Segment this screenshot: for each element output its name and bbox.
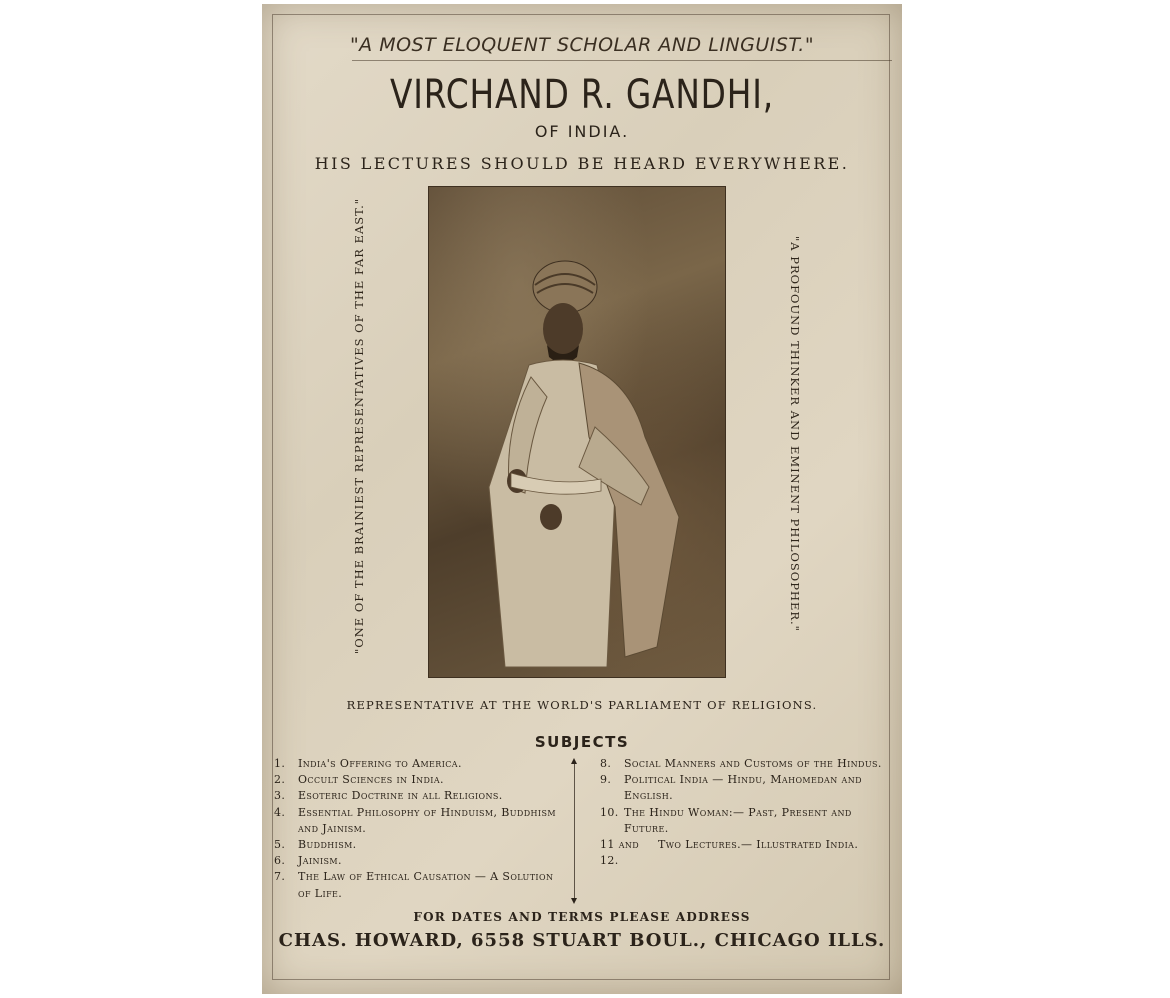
headline: HIS LECTURES SHOULD BE HEARD EVERYWHERE. <box>314 154 850 173</box>
lecturer-name: VIRCHAND R. GANDHI, <box>390 72 774 118</box>
list-item: 6. Jainism. <box>274 854 342 868</box>
list-item: 10. The Hindu Woman:— Past, Present and Future. <box>600 805 852 835</box>
list-item: 8. Social Manners and Customs of the Hindus. <box>600 757 882 770</box>
double-arrow-divider <box>574 760 575 902</box>
divider-rule <box>352 60 892 61</box>
poster-page <box>262 4 902 994</box>
subjects-list-right <box>600 756 890 869</box>
dates-line: FOR DATES AND TERMS PLEASE ADDRESS <box>413 910 751 924</box>
list-item: 7. The Law of Ethical Causation — A Solution of Life. <box>274 870 554 900</box>
portrait-figure <box>429 187 725 677</box>
photo-caption: REPRESENTATIVE AT THE WORLD'S PARLIAMENT OF RELIGIONS. <box>346 698 818 712</box>
list-item: 4. Essential Philosophy of Hinduism, Buddhism and Jainism. <box>274 805 556 835</box>
side-quote-right: "A PROFOUND THINKER AND EMINENT PHILOSOPHER." <box>788 236 802 632</box>
subjects-list-left <box>274 756 564 902</box>
contact-address: CHAS. HOWARD, 6558 STUART BOUL., CHICAGO ILLS. <box>278 930 886 951</box>
list-item: 1. India's Offering to America. <box>274 757 462 770</box>
subjects-heading: SUBJECTS <box>534 733 630 751</box>
top-quote: "A MOST ELOQUENT SCHOLAR AND LINGUIST." <box>349 34 815 56</box>
portrait-photo <box>428 186 726 678</box>
lecturer-origin: OF INDIA. <box>534 122 630 141</box>
side-quote-left: "ONE OF THE BRAINIEST REPRESENTATIVES OF THE FAR EAST." <box>352 197 366 654</box>
list-item: 5. Buddhism. <box>274 838 357 852</box>
list-item: 11 and 12. Two Lectures.— Illustrated India. <box>600 838 859 868</box>
list-item: 2. Occult Sciences in India. <box>274 773 444 787</box>
list-item: 9. Political India — Hindu, Mahomedan and English. <box>600 773 862 803</box>
list-item: 3. Esoteric Doctrine in all Religions. <box>274 789 503 803</box>
